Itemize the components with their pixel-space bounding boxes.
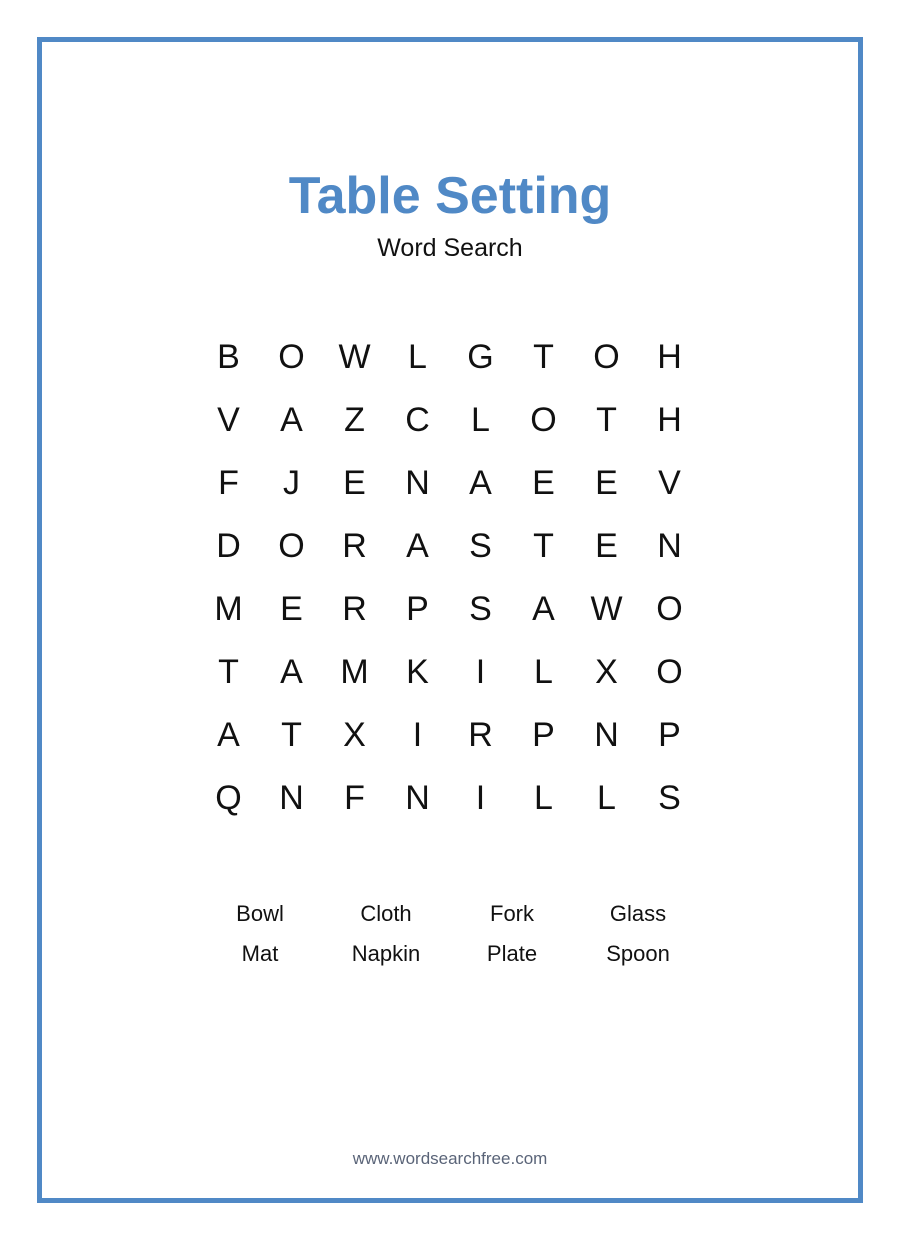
- grid-letter: E: [280, 590, 303, 628]
- word-list-item: Spoon: [606, 941, 670, 966]
- grid-letter: S: [469, 527, 492, 565]
- grid-letter: R: [342, 527, 367, 565]
- grid-letter: E: [595, 464, 618, 502]
- grid-letter: N: [279, 779, 304, 817]
- grid-letter: R: [342, 590, 367, 628]
- grid-letter: F: [344, 779, 365, 817]
- word-list-item: Bowl: [236, 901, 284, 926]
- grid-letter: T: [218, 653, 239, 691]
- grid-letter: L: [534, 779, 553, 817]
- grid-letter: Q: [215, 779, 242, 817]
- word-list-item: Napkin: [351, 941, 421, 966]
- grid-letter: O: [278, 338, 305, 376]
- page-subtitle: Word Search: [377, 234, 523, 262]
- grid-letter: A: [406, 527, 429, 565]
- grid-letter: A: [469, 464, 492, 502]
- grid-letter: V: [217, 401, 240, 439]
- grid-letter: V: [658, 464, 681, 502]
- letter-grid: [197, 326, 701, 830]
- page-title: Table Setting: [288, 167, 612, 225]
- grid-letter: E: [595, 527, 618, 565]
- grid-letter: W: [338, 338, 371, 376]
- word-list-item: Fork: [490, 901, 534, 926]
- grid-letter: K: [406, 653, 429, 691]
- grid-letter: I: [475, 653, 486, 691]
- grid-letter: O: [530, 401, 557, 439]
- grid-letter: T: [533, 527, 554, 565]
- grid-letter: Z: [344, 401, 365, 439]
- grid-letter: O: [656, 590, 683, 628]
- grid-letter: M: [340, 653, 369, 691]
- word-list-item: Cloth: [360, 901, 412, 926]
- grid-letter: G: [467, 338, 494, 376]
- grid-letter: T: [596, 401, 617, 439]
- grid-letter: I: [412, 716, 423, 754]
- grid-letter: O: [593, 338, 620, 376]
- grid-letter: P: [532, 716, 555, 754]
- grid-letter: A: [217, 716, 240, 754]
- grid-letter: J: [283, 464, 300, 502]
- grid-letter: R: [468, 716, 493, 754]
- footer-url[interactable]: www.wordsearchfree.com: [352, 1149, 548, 1168]
- grid-letter: N: [405, 464, 430, 502]
- grid-letter: C: [405, 401, 430, 439]
- grid-letter: H: [657, 338, 682, 376]
- grid-letter: H: [657, 401, 682, 439]
- grid-letter: P: [658, 716, 681, 754]
- grid-letter: L: [534, 653, 553, 691]
- grid-letter: P: [406, 590, 429, 628]
- grid-letter: W: [590, 590, 623, 628]
- grid-letter: F: [218, 464, 239, 502]
- grid-letter: N: [405, 779, 430, 817]
- grid-letter: A: [532, 590, 555, 628]
- grid-letter: D: [216, 527, 241, 565]
- grid-letter: N: [657, 527, 682, 565]
- grid-letter: M: [214, 590, 243, 628]
- grid-letter: L: [597, 779, 616, 817]
- grid-letter: S: [469, 590, 492, 628]
- word-list-item: Glass: [609, 901, 667, 926]
- grid-letter: I: [475, 779, 486, 817]
- grid-letter: E: [532, 464, 555, 502]
- grid-letter: S: [658, 779, 681, 817]
- grid-letter: B: [217, 338, 240, 376]
- word-list-item: Plate: [486, 941, 538, 966]
- grid-letter: N: [594, 716, 619, 754]
- grid-letter: T: [281, 716, 302, 754]
- grid-letter: O: [278, 527, 305, 565]
- grid-letter: X: [343, 716, 366, 754]
- grid-letter: O: [656, 653, 683, 691]
- grid-letter: X: [595, 653, 618, 691]
- grid-letter: A: [280, 401, 303, 439]
- grid-letter: L: [408, 338, 427, 376]
- word-list: [197, 894, 701, 974]
- grid-letter: L: [471, 401, 490, 439]
- word-list-item: Mat: [241, 941, 279, 966]
- grid-letter: T: [533, 338, 554, 376]
- grid-letter: A: [280, 653, 303, 691]
- grid-letter: E: [343, 464, 366, 502]
